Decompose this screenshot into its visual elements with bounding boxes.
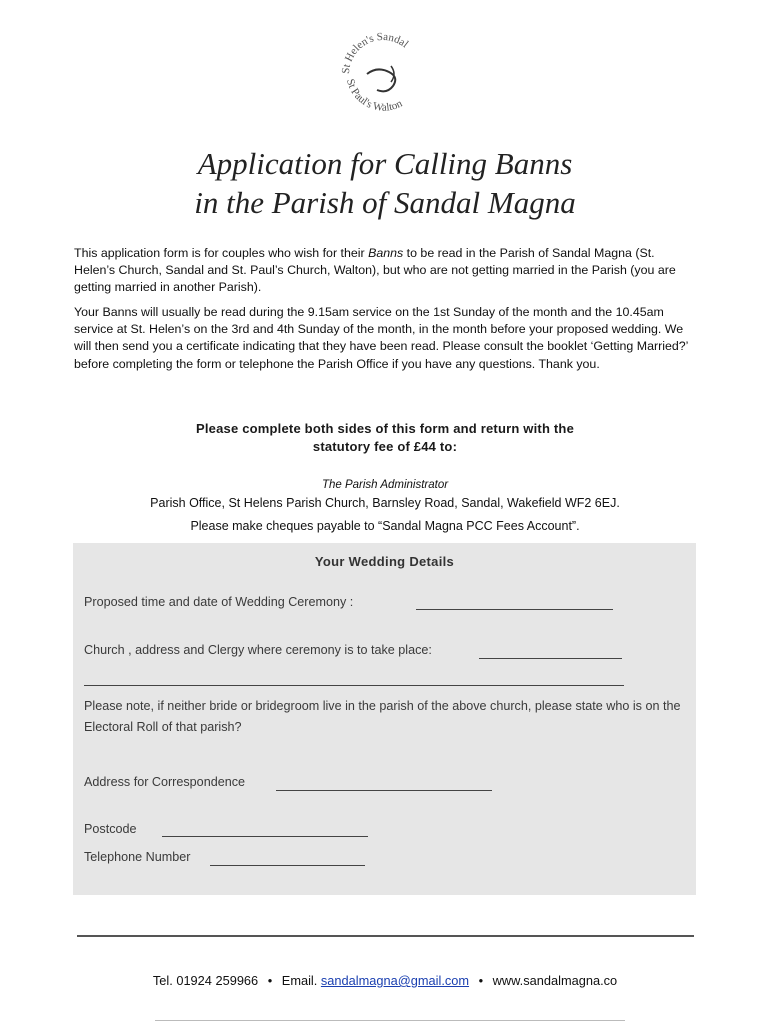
wedding-details-panel xyxy=(73,543,696,895)
wedding-details-heading: Your Wedding Details xyxy=(314,554,455,569)
correspondence-input-line[interactable] xyxy=(276,790,492,791)
logo-swoosh xyxy=(367,69,395,91)
page-title-line2: in the Parish of Sandal Magna xyxy=(194,185,576,220)
recipient-name: The Parish Administrator xyxy=(321,479,449,491)
footer-bullet-2: • xyxy=(478,973,484,988)
contact-footer xyxy=(0,973,770,988)
page-bottom-edge xyxy=(155,1020,625,1021)
electoral-roll-note: Please note, if neither bride or bridegroom live in the parish of the above church, please state who is on the Electoral Roll of that parish? xyxy=(84,699,681,734)
footer-divider xyxy=(77,935,694,937)
telephone-label: Telephone Number xyxy=(84,850,191,864)
parish-logo-graphic xyxy=(333,22,433,122)
church-input-line-2[interactable] xyxy=(84,685,624,686)
intro-paragraph-1: This application form is for couples who wish for their Banns to be read in the Parish of Sandal Magna (St. Helen’s Church, Sandal and St. Paul’s Church, Walton), but who are not getting married in the Parish (you are getting married in another Parish). xyxy=(74,246,676,295)
page-title-line1: Application for Calling Banns xyxy=(197,146,573,181)
church-input-line[interactable] xyxy=(479,658,622,659)
logo-bottom-text: St Paul's Walton xyxy=(343,77,405,114)
footer-website[interactable]: www.sandalmagna.co xyxy=(492,973,618,988)
footer-email-label: Email. xyxy=(281,973,318,988)
svg-text:St Helen's Sandal xyxy=(340,31,411,74)
parish-logo xyxy=(333,22,433,122)
logo-top-text: St Helen's Sandal xyxy=(339,30,411,75)
cheque-instructions: Please make cheques payable to “Sandal Magna PCC Fees Account”. xyxy=(190,519,580,533)
parish-office-address: Parish Office, St Helens Parish Church, Barnsley Road, Sandal, Wakefield WF2 6EJ. xyxy=(150,496,620,510)
church-label: Church , address and Clergy where ceremony is to take place: xyxy=(84,643,432,657)
ceremony-label: Proposed time and date of Wedding Ceremony : xyxy=(84,595,354,609)
return-notice: Please complete both sides of this form and return with the statutory fee of £44 to: xyxy=(195,421,575,454)
ceremony-input-line[interactable] xyxy=(416,609,613,610)
correspondence-label: Address for Correspondence xyxy=(84,775,246,789)
intro-paragraph-2: Your Banns will usually be read during the 9.15am service on the 1st Sunday of the month and the 10.45am service at St. Helen’s on the 3rd and 4th Sunday of the month, in the month before your proposed wedding. We will then send you a certificate indicating that they have been read. Please consult the booklet ‘Getting Married?’ before completing the form or telephone the Parish Office if you have any questions. Thank you. xyxy=(74,305,688,371)
banns-emphasis: Banns xyxy=(368,246,404,260)
footer-telephone: Tel. 01924 259966 xyxy=(152,973,259,988)
postcode-label: Postcode xyxy=(84,822,137,836)
footer-bullet: • xyxy=(267,973,273,988)
footer-email-link[interactable]: sandalmagna@gmail.com xyxy=(320,973,470,988)
telephone-input-line[interactable] xyxy=(210,865,365,866)
postcode-input-line[interactable] xyxy=(162,836,368,837)
